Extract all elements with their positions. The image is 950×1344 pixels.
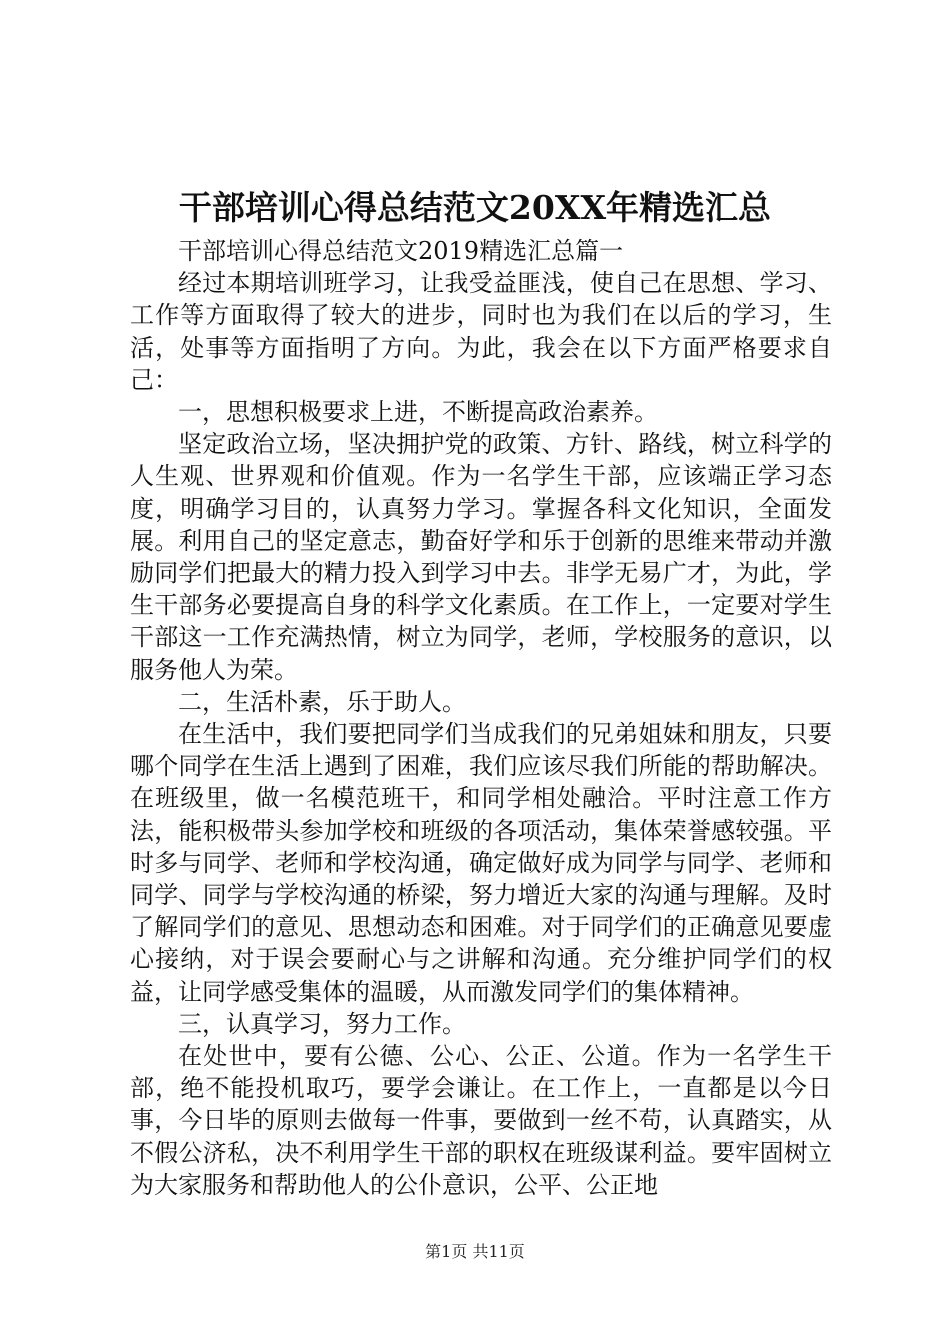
paragraph: 在处世中，要有公德、公心、公正、公道。作为一名学生干部，绝不能投机取巧，要学会谦让。在工作上，一直都是以今日事，今日毕的原则去做每一件事，要做到一丝不苟，认真踏实，从不假公济私，决不利用学生干部的职权在班级谋利益。要牢固树立为大家服务和帮助他人的公仆意识，公平、公正地 xyxy=(130,1042,832,1199)
page-footer: 第1页 共11页 xyxy=(425,1242,525,1261)
section-heading: 一，思想积极要求上进，不断提高政治素养。 xyxy=(178,398,658,427)
section-heading: 三，认真学习，努力工作。 xyxy=(178,1009,466,1038)
document-title: 干部培训心得总结范文20XX年精选汇总 xyxy=(178,188,772,227)
document-body xyxy=(130,235,832,1201)
paragraph: 坚定政治立场，坚决拥护党的政策、方针、路线，树立科学的人生观、世界观和价值观。作为一名学生干部，应该端正学习态度，明确学习目的，认真努力学习。掌握各科文化知识，全面发展。利用自己的坚定意志，勤奋好学和乐于创新的思维来带动并激励同学们把最大的精力投入到学习中去。非学无易广才，为此，学生干部务必要提高自身的科学文化素质。在工作上，一定要对学生干部这一工作充满热情，树立为同学，老师，学校服务的意识，以服务他人为荣。 xyxy=(130,430,832,684)
paragraph: 在生活中，我们要把同学们当成我们的兄弟姐妹和朋友，只要哪个同学在生活上遇到了困难，我们应该尽我们所能的帮助解决。在班级里，做一名模范班干，和同学相处融洽。平时注意工作方法，能积极带头参加学校和班级的各项活动，集体荣誉感较强。平时多与同学、老师和学校沟通，确定做好成为同学与同学、老师和同学、同学与学校沟通的桥梁，努力增近大家的沟通与理解。及时了解同学们的意见、思想动态和困难。对于同学们的正确意见要虚心接纳，对于误会要耐心与之讲解和沟通。充分维护同学们的权益，让同学感受集体的温暖，从而激发同学们的集体精神。 xyxy=(130,720,832,1006)
paragraph: 经过本期培训班学习，让我受益匪浅，使自己在思想、学习、工作等方面取得了较大的进步，同时也为我们在以后的学习，生活，处事等方面指明了方向。为此，我会在以下方面严格要求自己： xyxy=(130,269,832,394)
section-heading: 干部培训心得总结范文2019精选汇总篇一 xyxy=(178,237,624,265)
section-heading: 二，生活朴素，乐于助人。 xyxy=(178,687,466,716)
